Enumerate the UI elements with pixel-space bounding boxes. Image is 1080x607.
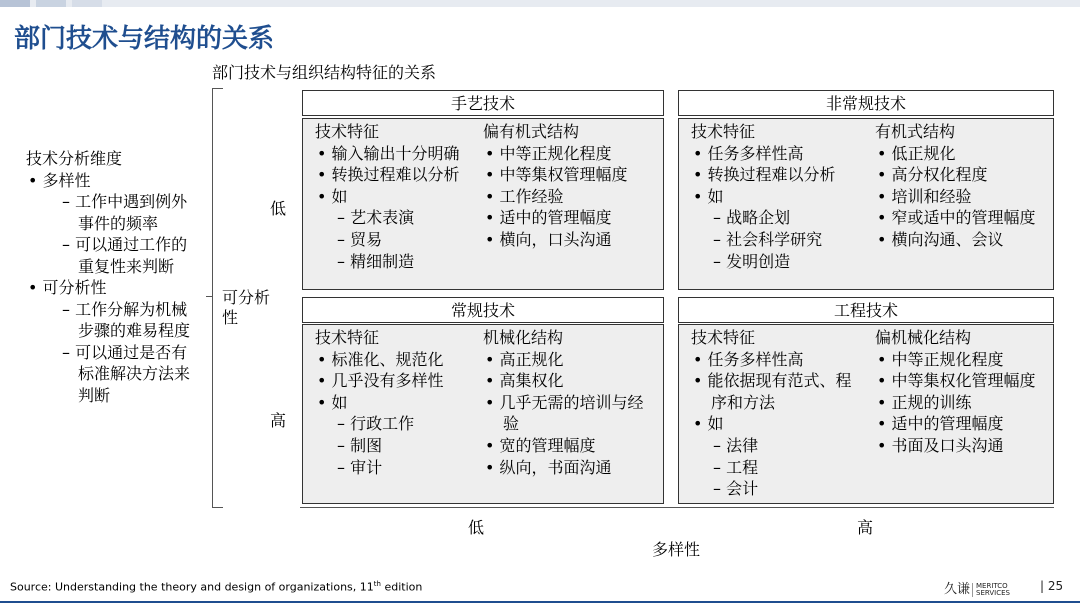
tech-heading: 技术特征	[315, 122, 380, 141]
nonroutine-structure-column	[875, 121, 1047, 251]
craft-tech-column	[315, 121, 485, 272]
quadrant-nonroutine	[678, 118, 1054, 290]
structure-heading: 有机式结构	[875, 122, 956, 141]
y-axis-title: 可分析性	[222, 288, 271, 327]
structure-item: • 中等正规化程度	[485, 143, 612, 163]
structure-item: • 适中的管理幅度	[485, 208, 612, 228]
page-title: 部门技术与结构的关系	[14, 24, 275, 54]
structure-item: • 纵向，书面沟通	[485, 457, 612, 477]
structure-item: • 几乎无需的培训与经验	[485, 392, 644, 434]
quadrant-engineering	[678, 324, 1054, 504]
structure-item: • 书面及口头沟通	[877, 435, 1004, 455]
structure-item: • 高集权化	[485, 371, 564, 391]
source-text: Source: Understanding the theory and design of organizations, 11	[10, 580, 374, 594]
tech-item: • 能依据现有范式、程序和方法	[693, 371, 852, 412]
tech-item: • 如	[693, 414, 724, 434]
structure-heading: 偏有机式结构	[483, 122, 580, 141]
dimension-analyzability-sub: – 可以通过是否有标准解决方法来判断	[62, 342, 191, 405]
company-logo	[944, 578, 1010, 597]
analysis-dimensions	[26, 148, 216, 406]
tech-item: • 如	[693, 186, 724, 206]
quadrant-routine	[302, 324, 664, 504]
tech-example: – 战略企划	[713, 208, 791, 228]
tech-item: • 任务多样性高	[693, 349, 804, 369]
tech-heading: 技术特征	[315, 328, 380, 347]
structure-item: • 高正规化	[485, 349, 564, 369]
tech-example: – 制图	[337, 435, 383, 455]
routine-tech-column	[315, 327, 485, 478]
structure-heading: 偏机械化结构	[875, 328, 972, 347]
structure-item: • 正规的训练	[877, 392, 972, 412]
quadrant-title-nonroutine: 非常规技术	[678, 90, 1054, 116]
logo-en-line1: MERITCO	[976, 581, 1008, 590]
y-axis-low: 低	[270, 199, 287, 218]
tech-example: – 行政工作	[337, 414, 415, 434]
nonroutine-tech-column	[691, 121, 871, 272]
tech-example: – 法律	[713, 435, 759, 455]
dimension-analyzability: • 可分析性	[28, 278, 107, 297]
y-axis-tick	[206, 296, 212, 297]
tech-item: • 转换过程难以分析	[693, 165, 836, 185]
x-axis-line	[300, 507, 1054, 508]
tech-heading: 技术特征	[691, 328, 756, 347]
footer-rule	[0, 601, 1080, 603]
dimension-variety: • 多样性	[28, 170, 91, 190]
tech-example: – 艺术表演	[337, 208, 415, 228]
structure-heading: 机械化结构	[483, 328, 564, 347]
tech-item: • 转换过程难以分析	[317, 165, 460, 185]
tech-item: • 几乎没有多样性	[317, 371, 444, 391]
quadrant-title-craft: 手艺技术	[302, 90, 664, 116]
structure-item: • 培训和经验	[877, 186, 972, 206]
x-axis-low: 低	[468, 518, 485, 537]
quadrant-title-engineering: 工程技术	[678, 297, 1054, 323]
structure-item: • 中等集权化管理幅度	[877, 371, 1036, 391]
x-axis-high: 高	[857, 518, 874, 537]
page-number: | 25	[1040, 579, 1064, 593]
structure-item: • 低正规化	[877, 143, 956, 163]
tech-example: – 工程	[713, 457, 759, 477]
dimensions-heading: 技术分析维度	[26, 149, 123, 168]
tech-item: • 任务多样性高	[693, 143, 804, 163]
logo-cn: 久谦	[944, 582, 971, 597]
structure-item: • 适中的管理幅度	[877, 414, 1004, 434]
top-accent-bar	[0, 0, 1080, 7]
structure-item: • 横向沟通、会议	[877, 229, 1004, 249]
engineering-tech-column	[691, 327, 861, 500]
tech-item: • 标准化、规范化	[317, 349, 444, 369]
dimension-variety-sub: – 可以通过工作的重复性来判断	[62, 235, 188, 276]
source-sup: th	[373, 580, 381, 588]
logo-en	[972, 583, 1010, 597]
x-axis-title: 多样性	[652, 540, 701, 559]
quadrant-title-routine: 常规技术	[302, 297, 664, 323]
structure-item: • 横向，口头沟通	[485, 229, 612, 249]
dimension-variety-sub: – 工作中遇到例外事件的频率	[62, 192, 188, 233]
craft-structure-column	[483, 121, 643, 251]
structure-item: • 中等正规化程度	[877, 349, 1004, 369]
tech-example: – 社会科学研究	[713, 229, 823, 249]
y-axis-high: 高	[270, 411, 287, 430]
logo-en-line2: SERVICES	[976, 588, 1010, 597]
tech-item: • 如	[317, 392, 348, 412]
tech-heading: 技术特征	[691, 122, 756, 141]
tech-example: – 会计	[713, 479, 759, 499]
structure-item: • 中等集权管理幅度	[485, 165, 628, 185]
tech-example: – 审计	[337, 457, 383, 477]
structure-item: • 窄或适中的管理幅度	[877, 208, 1036, 228]
source-note	[10, 580, 422, 594]
chart-subtitle: 部门技术与组织结构特征的关系	[212, 63, 437, 82]
tech-example: – 精细制造	[337, 251, 415, 271]
routine-structure-column	[483, 327, 655, 478]
structure-item: • 宽的管理幅度	[485, 435, 596, 455]
structure-item: • 高分权化程度	[877, 165, 988, 185]
tech-item: • 如	[317, 186, 348, 206]
structure-item: • 工作经验	[485, 186, 564, 206]
tech-item: • 输入输出十分明确	[317, 143, 460, 163]
tech-example: – 贸易	[337, 229, 383, 249]
source-suffix: edition	[380, 580, 423, 594]
dimension-analyzability-sub: – 工作分解为机械步骤的难易程度	[62, 299, 191, 340]
engineering-structure-column	[875, 327, 1051, 457]
tech-example: – 发明创造	[713, 251, 791, 271]
quadrant-craft	[302, 118, 664, 290]
